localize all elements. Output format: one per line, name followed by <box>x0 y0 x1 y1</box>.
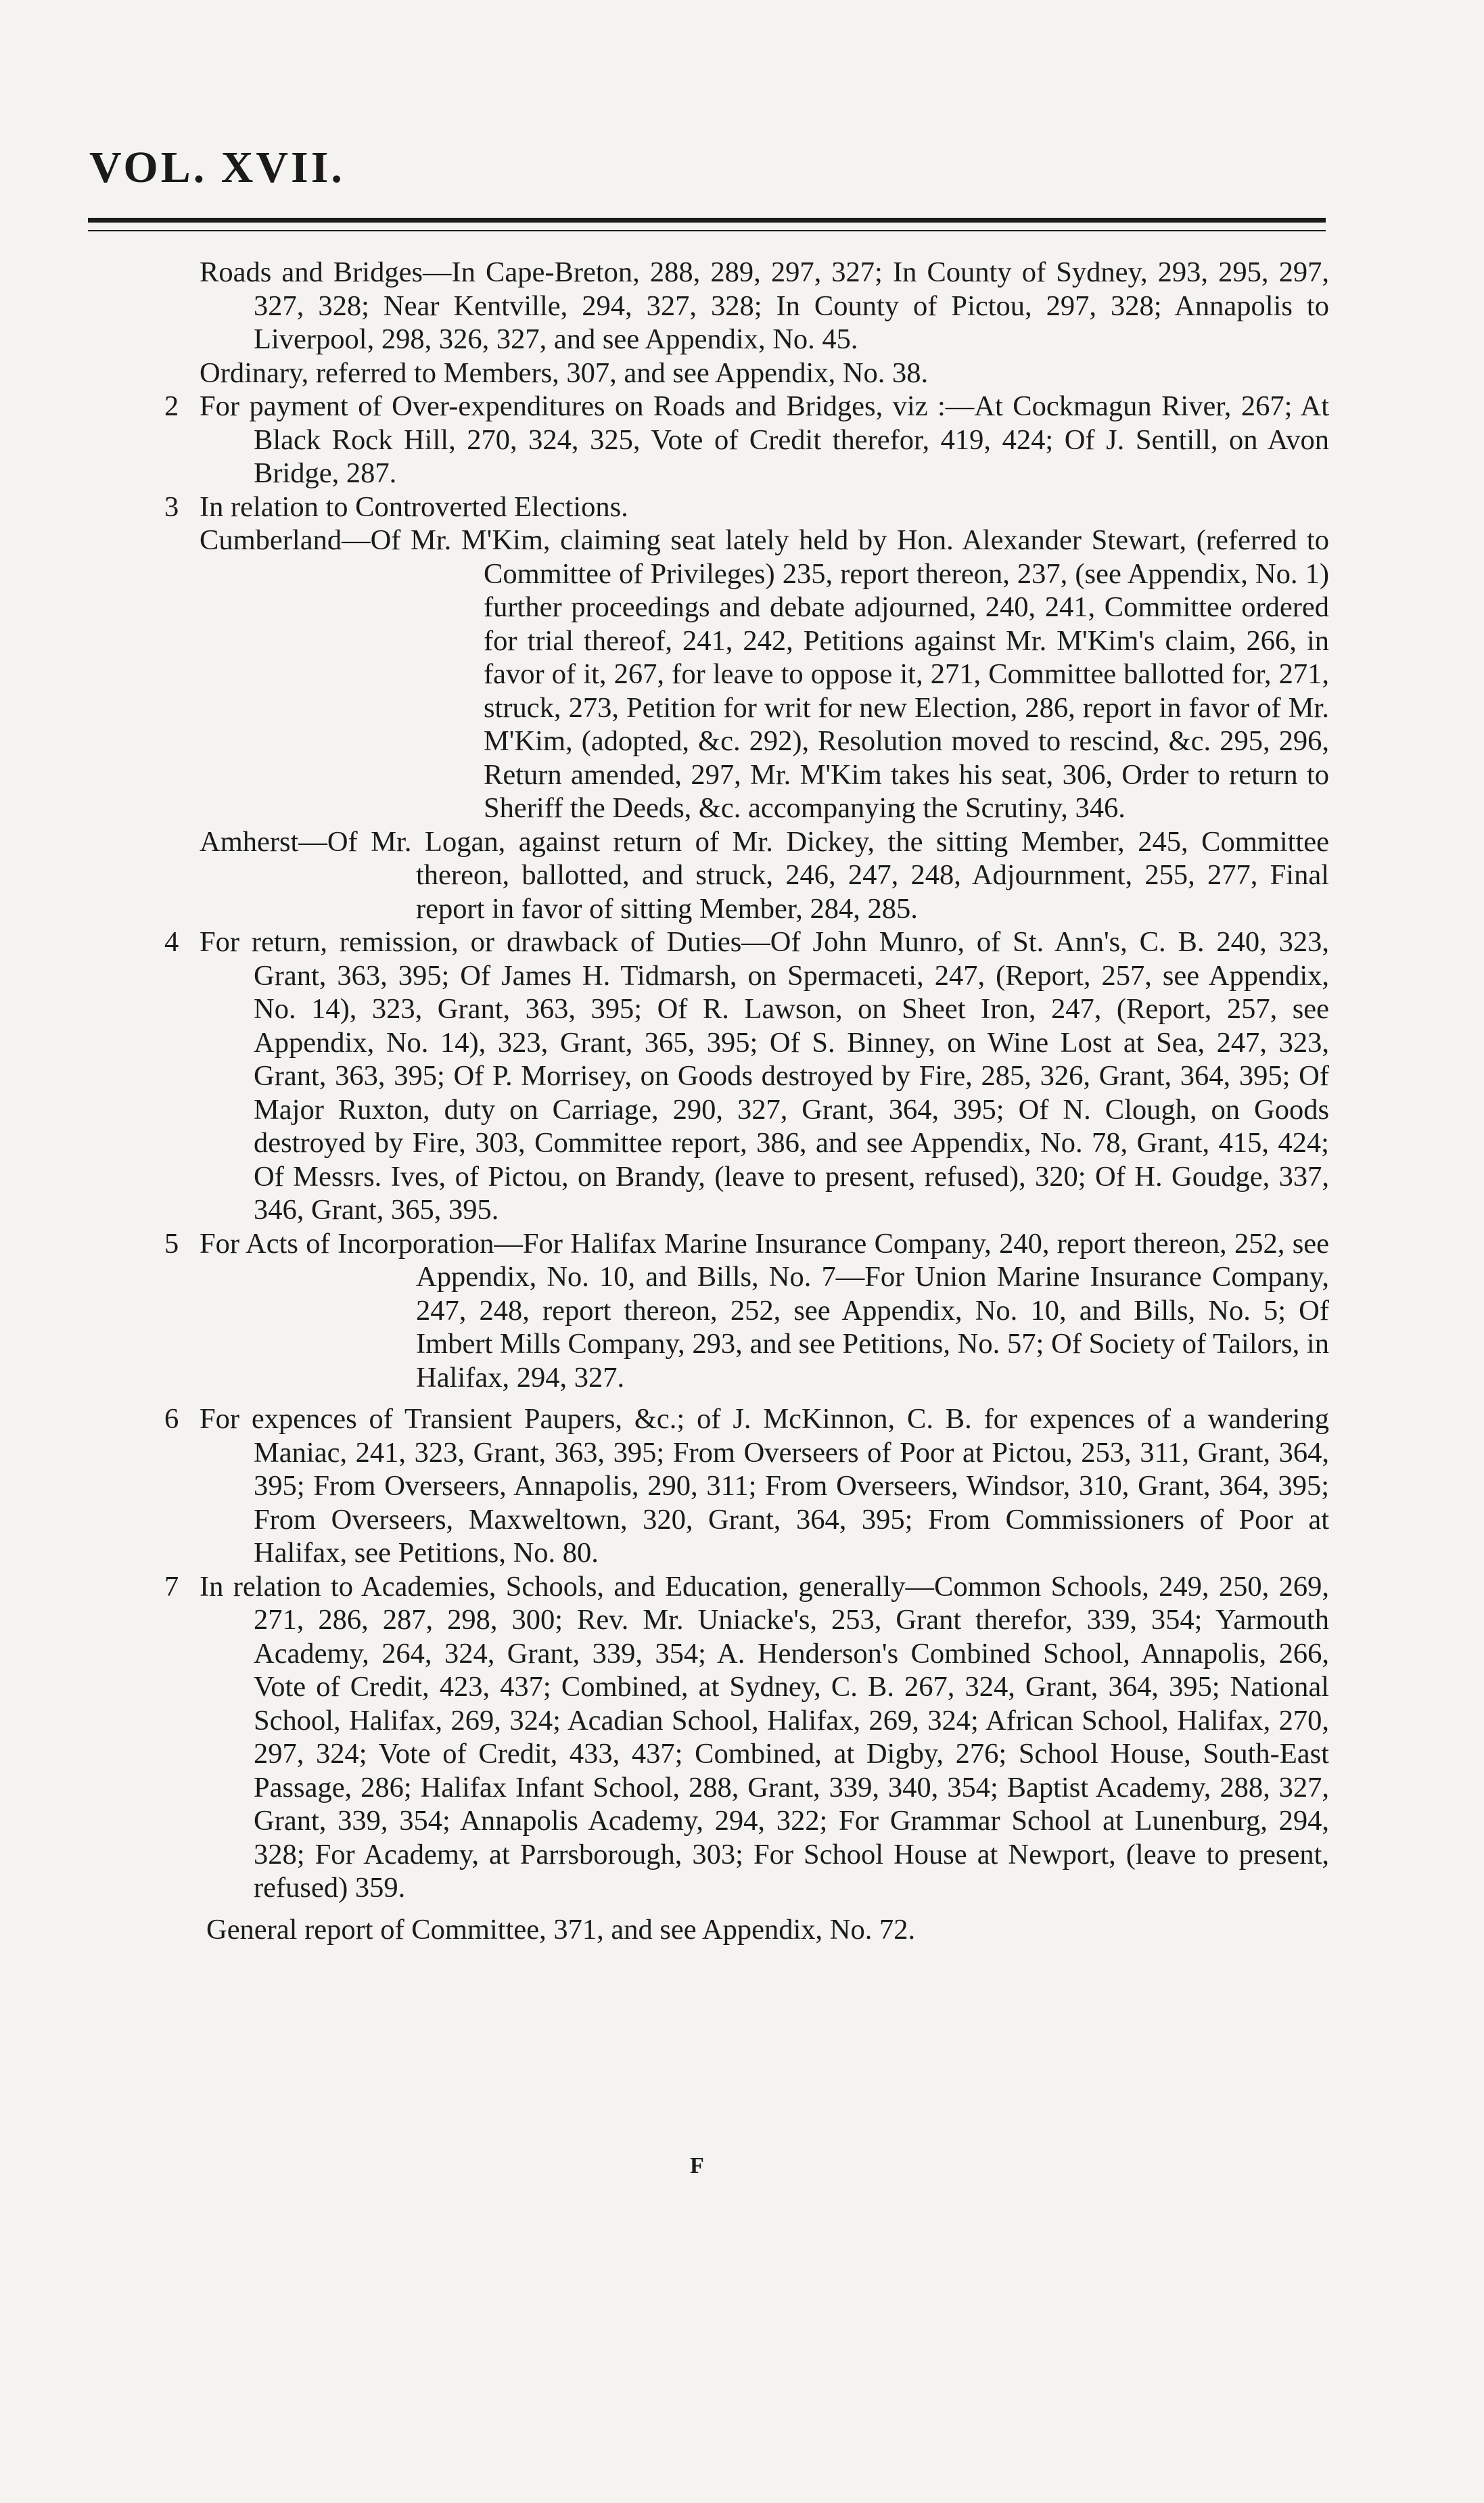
entry-amherst <box>200 825 1329 926</box>
entry-7 <box>164 1570 1329 1905</box>
entry-text: General report of Committee, 371, and see Appendix, No. 72. <box>206 1913 916 1946</box>
volume-title: VOL. XVII. <box>89 143 345 192</box>
entry-4 <box>164 925 1329 1227</box>
entry-text: Ordinary, referred to Members, 307, and see Appendix, No. 38. <box>200 357 929 389</box>
entry-6 <box>164 1402 1329 1570</box>
entry-2 <box>164 390 1329 490</box>
entry-text: For expences of Transient Paupers, &c.; of J. McKinnon, C. B. for expences of a wandering Maniac, 241, 323, Grant, 363, 395; From Overseers of Poor at Pictou, 253, 311, Grant, 364, 395; From Overseers, Annapolis, 290, 311; From Overseers, Windsor, 310, Grant, 364, 395; From Overseers, Maxweltown, 320, Grant, 364, 395; From Commissioners of Poor at Halifax, see Petitions, No. 80. <box>200 1403 1329 1569</box>
entry-number: 6 <box>164 1403 179 1435</box>
entry-text: In relation to Academies, Schools, and Education, generally—Common Schools, 249, 250, 269, 271, 286, 287, 298, 300; Rev. Mr. Uniacke's, 253, Grant therefor, 339, 354; Yarmouth Academy, 264, 324, Grant, 339, 354; A. Henderson's Combined School, Annapolis, 266, Vote of Credit, 423, 437; Combined, at Sydney, C. B. 267, 324, Grant, 364, 395; National School, Halifax, 269, 324; Acadian School, Halifax, 269, 324; African School, Halifax, 270, 297, 324; Vote of Credit, 433, 437; Combined, at Digby, 276; School House, South-East Passage, 286; Halifax Infant School, 288, Grant, 339, 340, 354; Baptist Academy, 288, 327, Grant, 339, 354; Annapolis Academy, 294, 322; For Grammar School at Lunenburg, 294, 328; For Academy, at Parrsborough, 303; For School House at Newport, (leave to present, refused) 359. <box>200 1570 1329 1904</box>
entry-ordinary <box>200 357 1329 390</box>
entry-text: Amherst—Of Mr. Logan, against return of Mr. Dickey, the sitting Member, 245, Committee thereon, ballotted, and struck, 246, 247, 248, Adjournment, 255, 277, Final report in favor of sitting Member, 284, 285. <box>200 825 1329 925</box>
entry-text: For Acts of Incorporation—For Halifax Marine Insurance Company, 240, report thereon, 252, see Appendix, No. 10, and Bills, No. 7—For Union Marine Insurance Company, 247, 248, report thereon, 252, see Appendix, No. 10, and Bills, No. 5; Of Imbert Mills Company, 293, and see Petitions, No. 57; Of Society of Tailors, in Halifax, 294, 327. <box>200 1227 1329 1394</box>
entry-number: 2 <box>164 390 179 422</box>
header-rule-thick <box>88 218 1326 223</box>
entry-roads-bridges <box>200 256 1329 357</box>
entry-number: 7 <box>164 1570 179 1603</box>
entry-3 <box>164 490 1329 524</box>
entry-cumberland <box>200 524 1329 825</box>
index-body <box>0 256 1484 1946</box>
entry-number: 5 <box>164 1227 179 1260</box>
entry-number: 4 <box>164 926 179 958</box>
signature-mark: F <box>690 2153 704 2178</box>
entry-general-report <box>206 1913 1329 1947</box>
entry-5 <box>164 1227 1329 1395</box>
header-rule-thin <box>88 230 1326 231</box>
entry-text: For payment of Over-expenditures on Roads and Bridges, viz :—At Cockmagun River, 267; At Black Rock Hill, 270, 324, 325, Vote of Credit therefor, 419, 424; Of J. Sentill, on Avon Bridge, 287. <box>200 390 1329 489</box>
entry-text: In relation to Controverted Elections. <box>200 490 628 523</box>
entry-text: Roads and Bridges—In Cape-Breton, 288, 289, 297, 327; In County of Sydney, 293, 295, 297, 327, 328; Near Kentville, 294, 327, 328; In County of Pictou, 297, 328; Annapolis to Liverpool, 298, 326, 327, and see Appendix, No. 45. <box>200 256 1329 355</box>
entry-text: Cumberland—Of Mr. M'Kim, claiming seat lately held by Hon. Alexander Stewart, (referred to Committee of Privileges) 235, report thereon, 237, (see Appendix, No. 1) further proceedings and debate adjourned, 240, 241, Committee ordered for trial thereof, 241, 242, Petitions against Mr. M'Kim's claim, 266, in favor of it, 267, for leave to oppose it, 271, Committee ballotted for, 271, struck, 273, Petition for writ for new Election, 286, report in favor of Mr. M'Kim, (adopted, &c. 292), Resolution moved to rescind, &c. 295, 296, Return amended, 297, Mr. M'Kim takes his seat, 306, Order to return to Sheriff the Deeds, &c. accompanying the Scrutiny, 346. <box>200 524 1329 824</box>
entry-number: 3 <box>164 490 179 523</box>
entry-text: For return, remission, or drawback of Duties—Of John Munro, of St. Ann's, C. B. 240, 323, Grant, 363, 395; Of James H. Tidmarsh, on Spermaceti, 247, (Report, 257, see Appendix, No. 14), 323, Grant, 363, 395; Of R. Lawson, on Sheet Iron, 247, (Report, 257, see Appendix, No. 14), 323, Grant, 365, 395; Of S. Binney, on Wine Lost at Sea, 247, 323, Grant, 363, 395; Of P. Morrisey, on Goods destroyed by Fire, 285, 326, Grant, 364, 395; Of Major Ruxton, duty on Carriage, 290, 327, Grant, 364, 395; Of N. Clough, on Goods destroyed by Fire, 303, Committee report, 386, and see Appendix, No. 78, Grant, 415, 424; Of Messrs. Ives, of Pictou, on Brandy, (leave to present, refused), 320; Of H. Goudge, 337, 346, Grant, 365, 395. <box>200 926 1329 1226</box>
